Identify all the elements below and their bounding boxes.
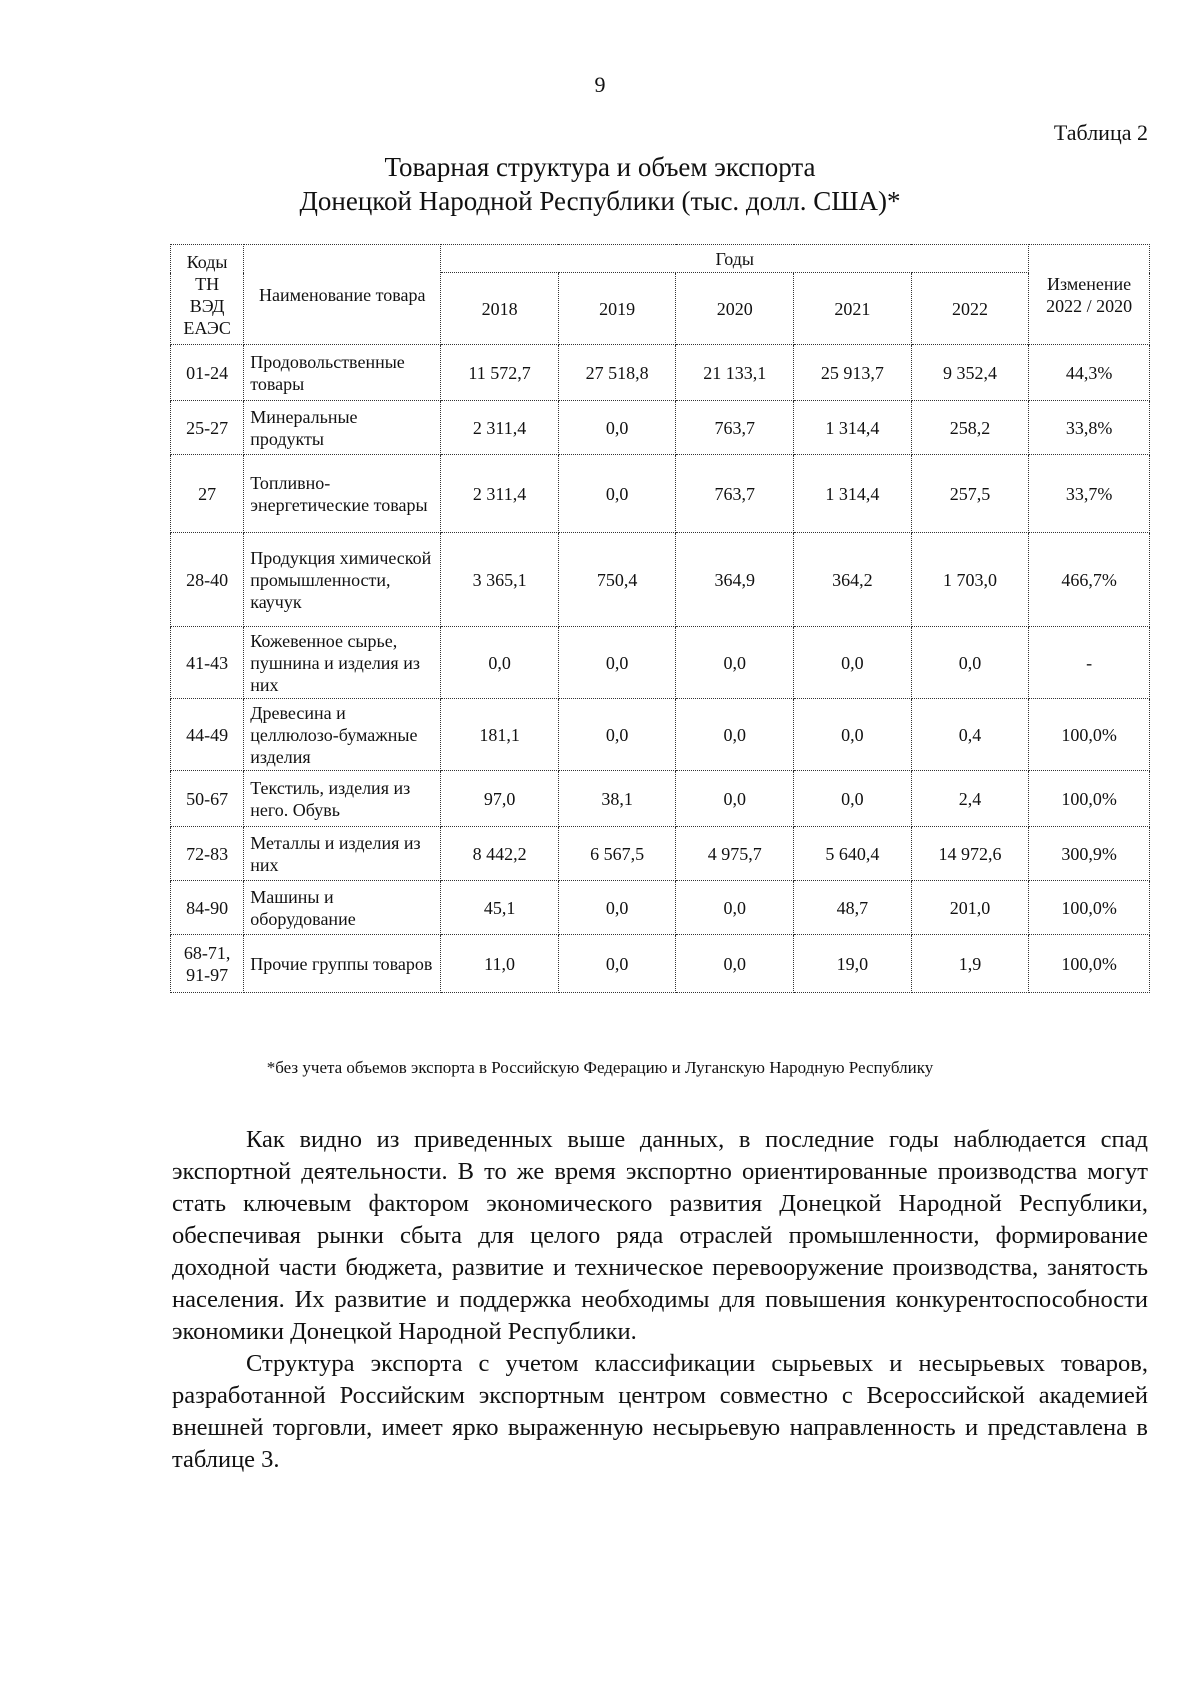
row-value: 181,1	[441, 699, 559, 771]
row-value: 11 572,7	[441, 345, 559, 401]
row-name: Прочие группы товаров	[244, 935, 441, 993]
row-value: 5 640,4	[794, 827, 912, 881]
row-value: 38,1	[558, 771, 676, 827]
row-value: 1,9	[911, 935, 1029, 993]
row-value: 258,2	[911, 401, 1029, 455]
row-value: 3 365,1	[441, 533, 559, 627]
table-label: Таблица 2	[1053, 120, 1148, 145]
row-code: 68-71, 91-97	[171, 935, 244, 993]
table-row	[171, 827, 1150, 881]
paragraph: Как видно из приведенных выше данных, в последние годы наблюдается спад экспортной деятельности. В то же время экспортно ориентированные производства могут стать ключевым фактором экономического развития Донецкой Народной Республики, обеспечивая рынки сбыта для целого ряда отраслей промышленности, формирование доходной части бюджета, развитие и техническое перевооружение производства, занятость населения. Их развитие и поддержка необходимы для повышения конкурентоспособности экономики Донецкой Народной Республики.	[172, 1126, 1148, 1345]
table-title-line-2: Донецкой Народной Республики (тыс. долл. США)*	[299, 186, 901, 216]
row-code: 50-67	[171, 771, 244, 827]
row-value: 0,0	[558, 935, 676, 993]
table-row	[171, 935, 1150, 993]
row-change: 466,7%	[1029, 533, 1150, 627]
table-title-line-1: Товарная структура и объем экспорта	[384, 152, 816, 182]
table-row	[171, 699, 1150, 771]
table-row	[171, 771, 1150, 827]
row-change: 100,0%	[1029, 881, 1150, 935]
header-year: 2018	[441, 273, 559, 345]
row-value: 1 703,0	[911, 533, 1029, 627]
row-change: 300,9%	[1029, 827, 1150, 881]
row-value: 2 311,4	[441, 401, 559, 455]
row-change: 100,0%	[1029, 699, 1150, 771]
row-name: Кожевенное сырье, пушнина и изделия из них	[244, 627, 441, 699]
row-value: 19,0	[794, 935, 912, 993]
row-value: 0,0	[676, 771, 794, 827]
row-value: 45,1	[441, 881, 559, 935]
row-value: 8 442,2	[441, 827, 559, 881]
export-table	[170, 244, 1150, 993]
row-value: 25 913,7	[794, 345, 912, 401]
row-value: 0,0	[558, 699, 676, 771]
table-footnote: *без учета объемов экспорта в Российскую Федерацию и Луганскую Народную Республику	[266, 1058, 934, 1077]
table-row	[171, 627, 1150, 699]
header-year: 2019	[558, 273, 676, 345]
row-value: 0,0	[558, 881, 676, 935]
header-code: Коды ТН ВЭД ЕАЭС	[171, 245, 244, 345]
table-row	[171, 455, 1150, 533]
row-value: 97,0	[441, 771, 559, 827]
header-change: Изменение 2022 / 2020	[1029, 245, 1150, 345]
row-value: 1 314,4	[794, 455, 912, 533]
row-value: 201,0	[911, 881, 1029, 935]
row-value: 0,0	[558, 401, 676, 455]
row-value: 0,0	[558, 455, 676, 533]
row-value: 364,2	[794, 533, 912, 627]
table-body	[171, 345, 1150, 993]
row-name: Древесина и целлюлозо-бумажные изделия	[244, 699, 441, 771]
table-row	[171, 533, 1150, 627]
row-value: 364,9	[676, 533, 794, 627]
row-value: 0,0	[676, 881, 794, 935]
table-row	[171, 401, 1150, 455]
row-change: 33,8%	[1029, 401, 1150, 455]
row-value: 0,0	[676, 699, 794, 771]
header-year: 2021	[794, 273, 912, 345]
row-value: 0,0	[911, 627, 1029, 699]
row-code: 01-24	[171, 345, 244, 401]
row-value: 750,4	[558, 533, 676, 627]
header-year: 2020	[676, 273, 794, 345]
page-number: 9	[594, 72, 606, 97]
row-value: 763,7	[676, 401, 794, 455]
row-value: 0,4	[911, 699, 1029, 771]
row-code: 41-43	[171, 627, 244, 699]
row-value: 48,7	[794, 881, 912, 935]
row-code: 27	[171, 455, 244, 533]
row-change: 44,3%	[1029, 345, 1150, 401]
row-name: Минеральные продукты	[244, 401, 441, 455]
row-value: 0,0	[794, 771, 912, 827]
table-row	[171, 881, 1150, 935]
row-value: 763,7	[676, 455, 794, 533]
table-row	[171, 345, 1150, 401]
header-name: Наименование товара	[244, 245, 441, 345]
row-value: 9 352,4	[911, 345, 1029, 401]
row-name: Текстиль, изделия из него. Обувь	[244, 771, 441, 827]
row-value: 0,0	[676, 627, 794, 699]
row-change: 100,0%	[1029, 935, 1150, 993]
row-value: 1 314,4	[794, 401, 912, 455]
header-year: 2022	[911, 273, 1029, 345]
row-value: 0,0	[794, 699, 912, 771]
row-name: Металлы и изделия из них	[244, 827, 441, 881]
row-code: 72-83	[171, 827, 244, 881]
row-value: 257,5	[911, 455, 1029, 533]
row-code: 25-27	[171, 401, 244, 455]
row-value: 0,0	[794, 627, 912, 699]
row-change: 100,0%	[1029, 771, 1150, 827]
row-value: 21 133,1	[676, 345, 794, 401]
row-code: 44-49	[171, 699, 244, 771]
row-value: 11,0	[441, 935, 559, 993]
row-code: 28-40	[171, 533, 244, 627]
row-code: 84-90	[171, 881, 244, 935]
row-name: Продовольственные товары	[244, 345, 441, 401]
row-value: 0,0	[558, 627, 676, 699]
row-name: Машины и оборудование	[244, 881, 441, 935]
row-value: 2,4	[911, 771, 1029, 827]
header-years-group: Годы	[441, 245, 1029, 273]
body-text	[172, 1124, 1148, 1476]
row-value: 27 518,8	[558, 345, 676, 401]
row-value: 14 972,6	[911, 827, 1029, 881]
paragraph: Структура экспорта с учетом классификации сырьевых и несырьевых товаров, разработанной Российским экспортным центром совместно с Всероссийской академией внешней торговли, имеет ярко выраженную несырьевую направленность и представлена в таблице 3.	[172, 1350, 1148, 1473]
row-name: Топливно-энергетические товары	[244, 455, 441, 533]
row-value: 4 975,7	[676, 827, 794, 881]
row-value: 0,0	[441, 627, 559, 699]
row-name: Продукция химической промышленности, каучук	[244, 533, 441, 627]
row-value: 2 311,4	[441, 455, 559, 533]
table-title	[0, 150, 1200, 218]
row-value: 0,0	[676, 935, 794, 993]
row-change: -	[1029, 627, 1150, 699]
row-change: 33,7%	[1029, 455, 1150, 533]
row-value: 6 567,5	[558, 827, 676, 881]
